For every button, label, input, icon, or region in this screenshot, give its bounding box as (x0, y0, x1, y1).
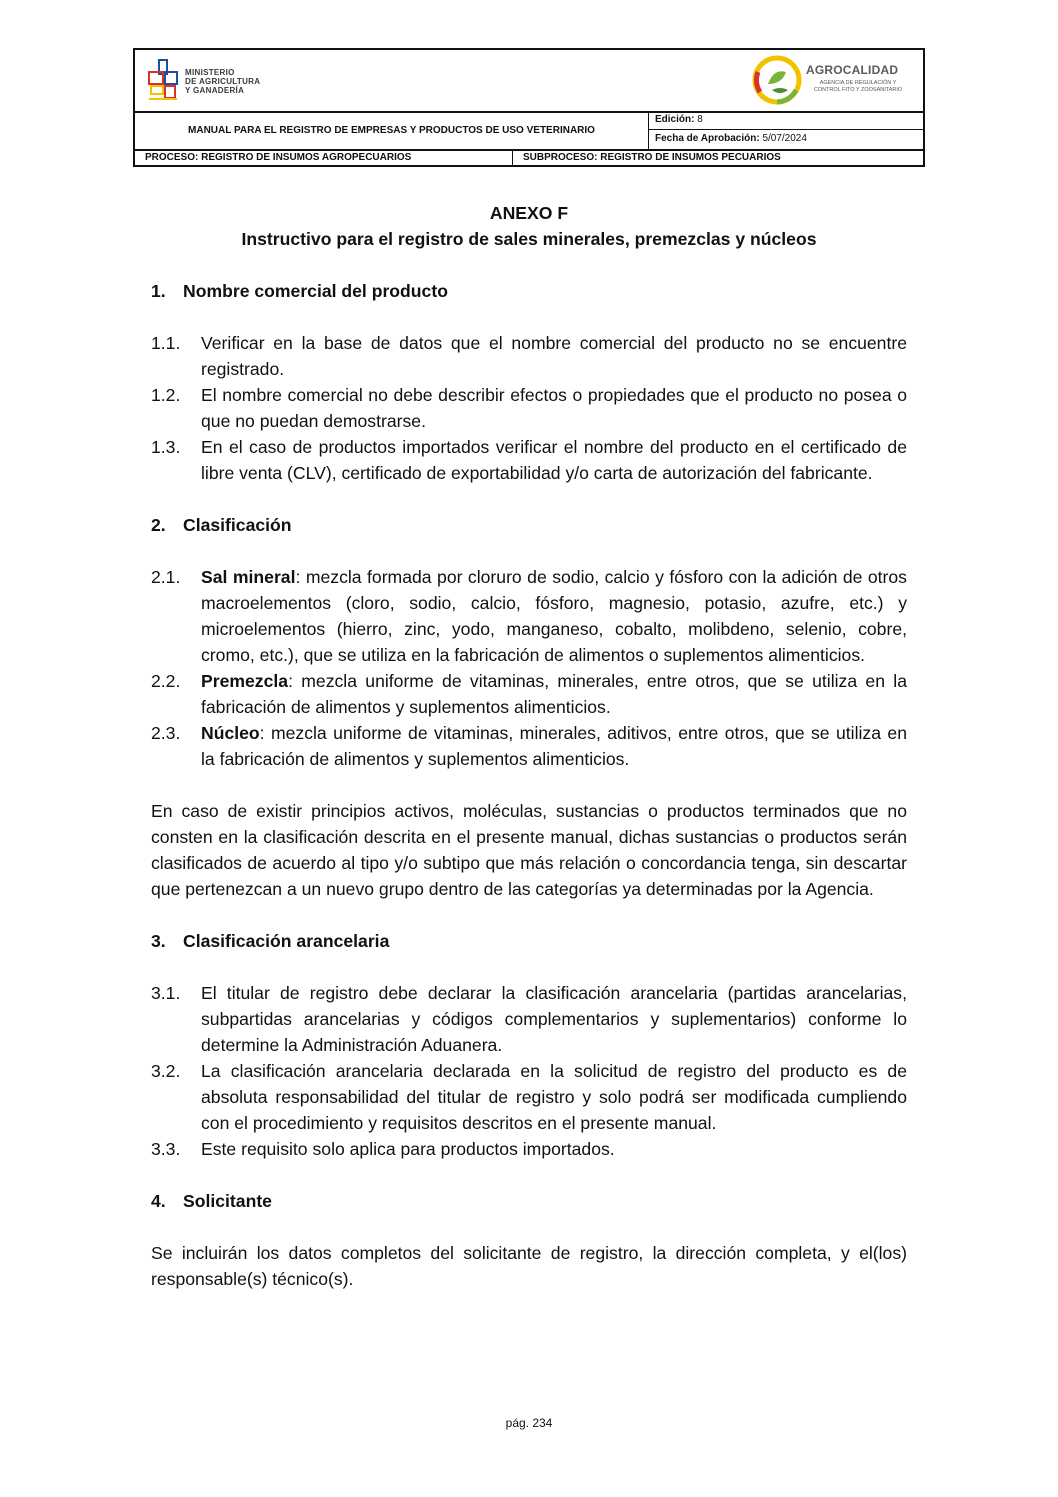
approval-date-value: 5/07/2024 (762, 133, 807, 144)
edition-field (649, 111, 923, 130)
ministry-logo-text: MINISTERIO DE AGRICULTURA Y GANADERÍA (185, 68, 261, 95)
agrocalidad-logo (750, 54, 920, 106)
section-heading (151, 928, 907, 954)
list-item (151, 1136, 907, 1162)
section-number: 2. (151, 515, 166, 535)
agency-subtitle: AGENCIA DE REGULACIÓN Y CONTROL FITO Y ZOOSANITARIO (813, 80, 903, 93)
header-logo-row (135, 50, 923, 113)
header-process-row (135, 149, 923, 167)
item-text: El titular de registro debe declarar la clasificación arancelaria (partidas arancelarias, subpartidas arancelarias y códigos complementarios y suplementarios) conforme lo determine la Administración Aduanera. (201, 983, 907, 1055)
approval-date-field (649, 130, 923, 148)
edition-value: 8 (697, 114, 703, 125)
section-title: Clasificación (183, 515, 292, 535)
section-number: 1. (151, 281, 166, 301)
approval-date-label: Fecha de Aprobación: (655, 133, 760, 144)
item-number: 3.1. (151, 983, 181, 1003)
item-text: : mezcla uniforme de vitaminas, minerales, entre otros, que se utiliza en la fabricación de alimentos y suplementos alimenticios. (201, 671, 907, 717)
edition-label: Edición: (655, 114, 695, 125)
manual-title: MANUAL PARA EL REGISTRO DE EMPRESAS Y PRODUCTOS DE USO VETERINARIO (135, 111, 649, 149)
annex-title: Instructivo para el registro de sales minerales, premezclas y núcleos (241, 229, 817, 249)
item-number: 3.3. (151, 1139, 181, 1159)
item-text: En el caso de productos importados verificar el nombre del producto en el certificado de libre venta (CLV), certificado de exportabilidad y/o carta de autorización del fabricante. (201, 437, 907, 483)
header-title-row (135, 111, 923, 151)
list-item (151, 1058, 907, 1136)
item-text: : mezcla formada por cloruro de sodio, calcio y fósforo con la adición de otros macroelementos (cloro, sodio, calcio, fósforo, magnesio, potasio, azufre, etc.) y microelementos (hierro, zinc, yodo, manganeso, cobalto, molibdeno, selenio, cobre, cromo, etc.), que se utiliza en la fabricación de alimentos o suplementos alimenticios. (201, 567, 907, 665)
annex-label: ANEXO F (489, 203, 569, 223)
ministry-logo (147, 58, 277, 102)
item-number: 3.2. (151, 1061, 181, 1081)
item-number: 1.1. (151, 333, 181, 353)
body-paragraph: En caso de existir principios activos, moléculas, sustancias o productos terminados que no consten en la clasificación descrita en el presente manual, dichas sustancias o productos serán clasificados de acuerdo al tipo y/o subtipo que más relación o concordancia tenga, sin descartar que pertenezcan a un nuevo grupo dentro de las categorías ya determinadas por la Agencia. (151, 801, 907, 899)
document-body (151, 200, 907, 1292)
ministry-emblem-icon (147, 58, 181, 102)
section-title: Clasificación arancelaria (183, 931, 390, 951)
process-label: PROCESO: REGISTRO DE INSUMOS AGROPECUARIOS (135, 149, 513, 167)
section-title: Solicitante (183, 1191, 272, 1211)
list-item (151, 564, 907, 668)
page-number: pág. 234 (505, 1416, 553, 1430)
document-header (133, 48, 925, 167)
section-number: 3. (151, 931, 166, 951)
item-number: 2.3. (151, 723, 181, 743)
agrocalidad-emblem-icon (750, 54, 804, 106)
list-item (151, 330, 907, 382)
item-text: La clasificación arancelaria declarada en la solicitud de registro del producto es de absoluta responsabilidad del titular de registro y solo podrá ser modificada cumpliendo con el procedimiento y requisitos descritos en el presente manual. (201, 1061, 907, 1133)
section-heading (151, 278, 907, 304)
item-term: Sal mineral (201, 567, 296, 587)
subprocess-label: SUBPROCESO: REGISTRO DE INSUMOS PECUARIOS (523, 152, 781, 163)
item-term: Premezcla (201, 671, 289, 691)
section-number: 4. (151, 1191, 166, 1211)
item-number: 2.2. (151, 671, 181, 691)
section-title: Nombre comercial del producto (183, 281, 448, 301)
item-number: 1.3. (151, 437, 181, 457)
item-term: Núcleo (201, 723, 260, 743)
item-text: El nombre comercial no debe describir efectos o propiedades que el producto no posea o que no puedan demostrarse. (201, 385, 907, 431)
list-item (151, 720, 907, 772)
item-text: : mezcla uniforme de vitaminas, minerales, aditivos, entre otros, que se utiliza en la fabricación de alimentos y suplementos alimenticios. (201, 723, 907, 769)
item-text: Verificar en la base de datos que el nombre comercial del producto no se encuentre registrado. (201, 333, 907, 379)
item-text: Este requisito solo aplica para productos importados. (201, 1139, 615, 1159)
list-item (151, 980, 907, 1058)
item-number: 2.1. (151, 567, 181, 587)
list-item (151, 668, 907, 720)
item-number: 1.2. (151, 385, 181, 405)
agency-name: AGROCALIDAD (806, 63, 899, 77)
list-item (151, 382, 907, 434)
section-heading (151, 512, 907, 538)
section-heading (151, 1188, 907, 1214)
list-item (151, 434, 907, 486)
body-paragraph: Se incluirán los datos completos del solicitante de registro, la dirección completa, y el(los) responsable(s) técnico(s). (151, 1243, 907, 1289)
